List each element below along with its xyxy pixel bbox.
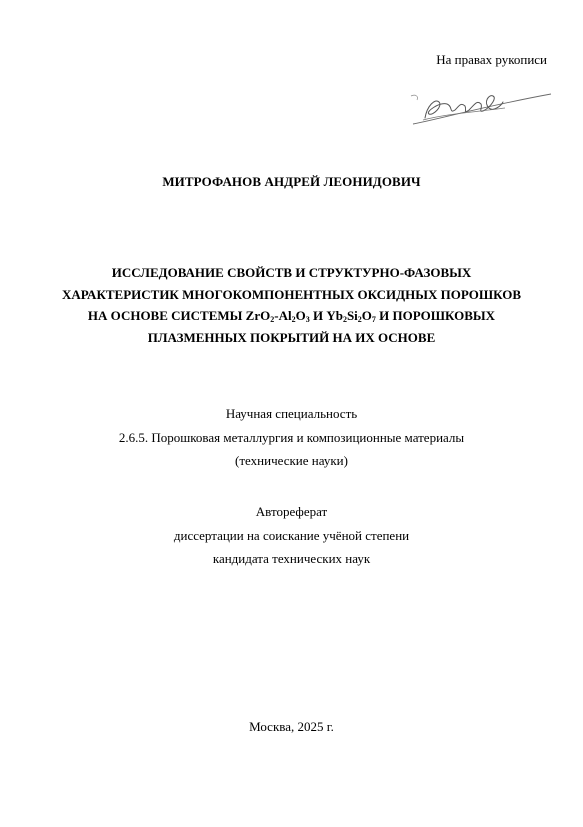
author-name: МИТРОФАНОВ АНДРЕЙ ЛЕОНИДОВИЧ <box>162 174 421 189</box>
abstract-type: Автореферат <box>255 504 328 519</box>
title-line-2: ХАРАКТЕРИСТИК МНОГОКОМПОНЕНТНЫХ ОКСИДНЫХ ПОРОШКОВ <box>62 286 521 302</box>
abstract-block <box>0 500 583 571</box>
title-line-1: ИССЛЕДОВАНИЕ СВОЙСТВ И СТРУКТУРНО-ФАЗОВЫХ <box>111 265 472 280</box>
abstract-degree: кандидата технических наук <box>212 551 371 566</box>
dissertation-title <box>40 262 543 348</box>
specialty-label: Научная специальность <box>225 406 358 421</box>
signature-image <box>405 84 555 128</box>
title-line-3: НА ОСНОВЕ СИСТЕМЫ $ZrO_2-Al_2O_3$ И $Yb_2Si_2O_7$ И ПОРОШКОВЫХ <box>87 308 496 324</box>
city-year: Москва, 2025 г. <box>249 719 334 734</box>
specialty-branch: (технические науки) <box>235 453 348 468</box>
specialty-code: 2.6.5. Порошковая металлургия и композиционные материалы <box>118 429 465 445</box>
rights-note: На правах рукописи <box>436 52 547 67</box>
abstract-purpose: диссертации на соискание учёной степени <box>173 527 410 543</box>
title-line-4: ПЛАЗМЕННЫХ ПОКРЫТИЙ НА ИХ ОСНОВЕ <box>147 329 436 345</box>
specialty-block <box>0 402 583 473</box>
